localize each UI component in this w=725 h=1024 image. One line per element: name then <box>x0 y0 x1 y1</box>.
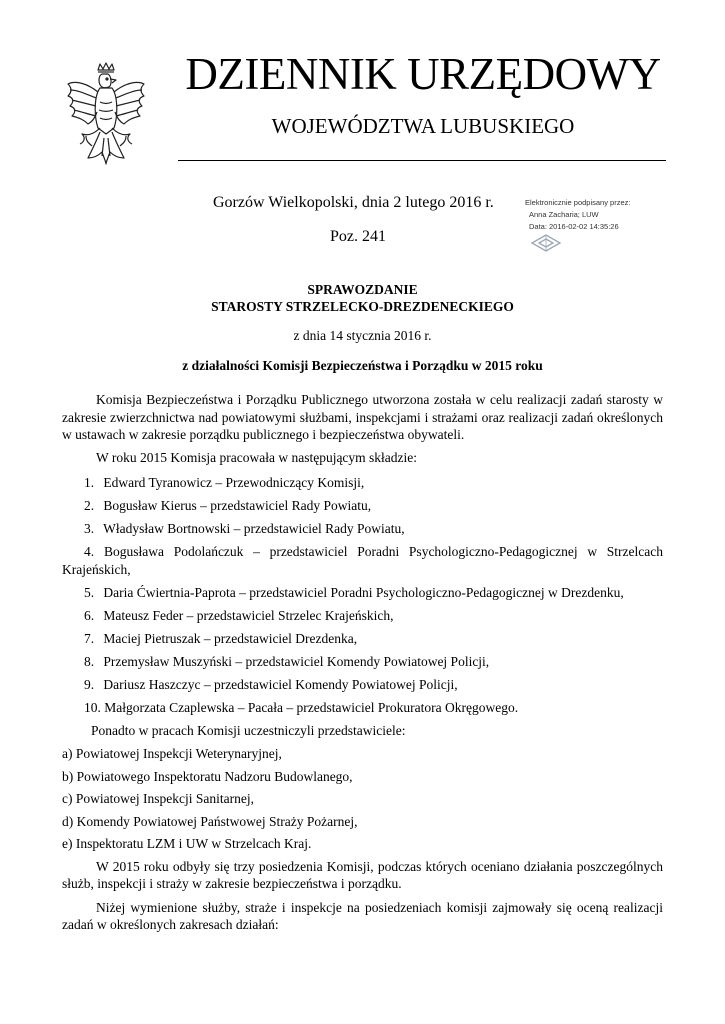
position-number: Poz. 241 <box>330 228 386 245</box>
list-item: 2. Bogusław Kierus – przedstawiciel Rady Powiatu, <box>84 498 372 513</box>
composition-intro: W roku 2015 Komisja pracowała w następującym składzie: <box>96 449 418 465</box>
list-item: c) Powiatowej Inspekcji Sanitarnej, <box>62 791 254 806</box>
list-item: 9. Dariusz Haszczyc – przedstawiciel Komendy Powiatowej Policji, <box>84 676 458 692</box>
signature-signer: Anna Zacharia; LUW <box>529 210 599 219</box>
signature-line-1: Elektronicznie podpisany przez: <box>525 198 631 207</box>
place-date: Gorzów Wielkopolski, dnia 2 lutego 2016 r. <box>213 194 494 211</box>
institution-list <box>62 745 663 853</box>
document-type-line-2: STAROSTY STRZELECKO-DREZDENECKIEGO <box>211 299 514 314</box>
list-item: 3. Władysław Bortnowski – przedstawiciel Rady Powiatu, <box>84 521 405 536</box>
list-item: 10. Małgorzata Czaplewska – Pacała – przedstawiciel Prokuratora Okręgowego. <box>84 699 519 715</box>
list-item: e) Inspektoratu LZM i UW w Strzelcach Kraj. <box>62 836 312 851</box>
signature-date: Data: 2016-02-02 14:35:26 <box>529 222 619 231</box>
document-subject: z działalności Komisji Bezpieczeństwa i Porządku w 2015 roku <box>182 358 543 373</box>
list-item: b) Powiatowego Inspektoratu Nadzoru Budowlanego, <box>62 768 353 784</box>
signature-stamp-icon <box>530 233 562 253</box>
list-item: 1. Edward Tyranowicz – Przewodniczący Komisji, <box>84 475 365 490</box>
participants-intro: Ponadto w pracach Komisji uczestniczyli przedstawiciele: <box>91 722 406 738</box>
services-paragraph: Niżej wymienione służby, straże i inspekcje na posiedzeniach komisji zajmowały się oceną realizacji zadań w określonych zakresach działań: <box>62 899 663 932</box>
document-type-line-1: SPRAWOZDANIE <box>307 282 418 297</box>
masthead-divider <box>178 160 666 161</box>
gazette-title: DZIENNIK URZĘDOWY <box>185 49 661 99</box>
document-body <box>62 391 663 934</box>
list-item: a) Powiatowej Inspekcji Weterynaryjnej, <box>62 746 282 761</box>
list-item: 6. Mateusz Feder – przedstawiciel Strzelec Krajeńskich, <box>84 607 394 623</box>
member-list <box>62 474 663 716</box>
list-item: d) Komendy Powiatowej Państwowej Straży Pożarnej, <box>62 813 358 829</box>
intro-paragraph: Komisja Bezpieczeństwa i Porządku Publicznego utworzona została w celu realizacji zadań starosty w zakresie zwierzchnictwa nad powiatowymi służbami, inspekcjami i strażami oraz realizacji zadań określonych w ustawach w zakresie porządku publicznego i bezpieczeństwa obywateli. <box>62 392 663 442</box>
electronic-signature <box>525 197 630 233</box>
list-item: 7. Maciej Pietruszak – przedstawiciel Drezdenka, <box>84 630 358 646</box>
list-item: 8. Przemysław Muszyński – przedstawiciel Komendy Powiatowej Policji, <box>84 653 490 669</box>
document-type <box>0 281 725 315</box>
meetings-paragraph: W 2015 roku odbyły się trzy posiedzenia Komisji, podczas których oceniano działania poszczególnych służb, inspekcji i straży w zakresie bezpieczeństwa i porządku. <box>62 858 663 891</box>
list-item: 4. Bogusława Podolańczuk – przedstawiciel Poradni Psychologiczno-Pedagogicznej w Strzelcach Krajeńskich, <box>62 544 663 577</box>
document-date: z dnia 14 stycznia 2016 r. <box>293 328 432 343</box>
gazette-subtitle: WOJEWÓDZTWA LUBUSKIEGO <box>271 114 575 138</box>
list-item: 5. Daria Ćwiertnia-Paprota – przedstawiciel Poradni Psychologiczno-Pedagogicznej w Drezdenku, <box>84 584 624 600</box>
eagle-emblem-icon <box>62 62 150 166</box>
